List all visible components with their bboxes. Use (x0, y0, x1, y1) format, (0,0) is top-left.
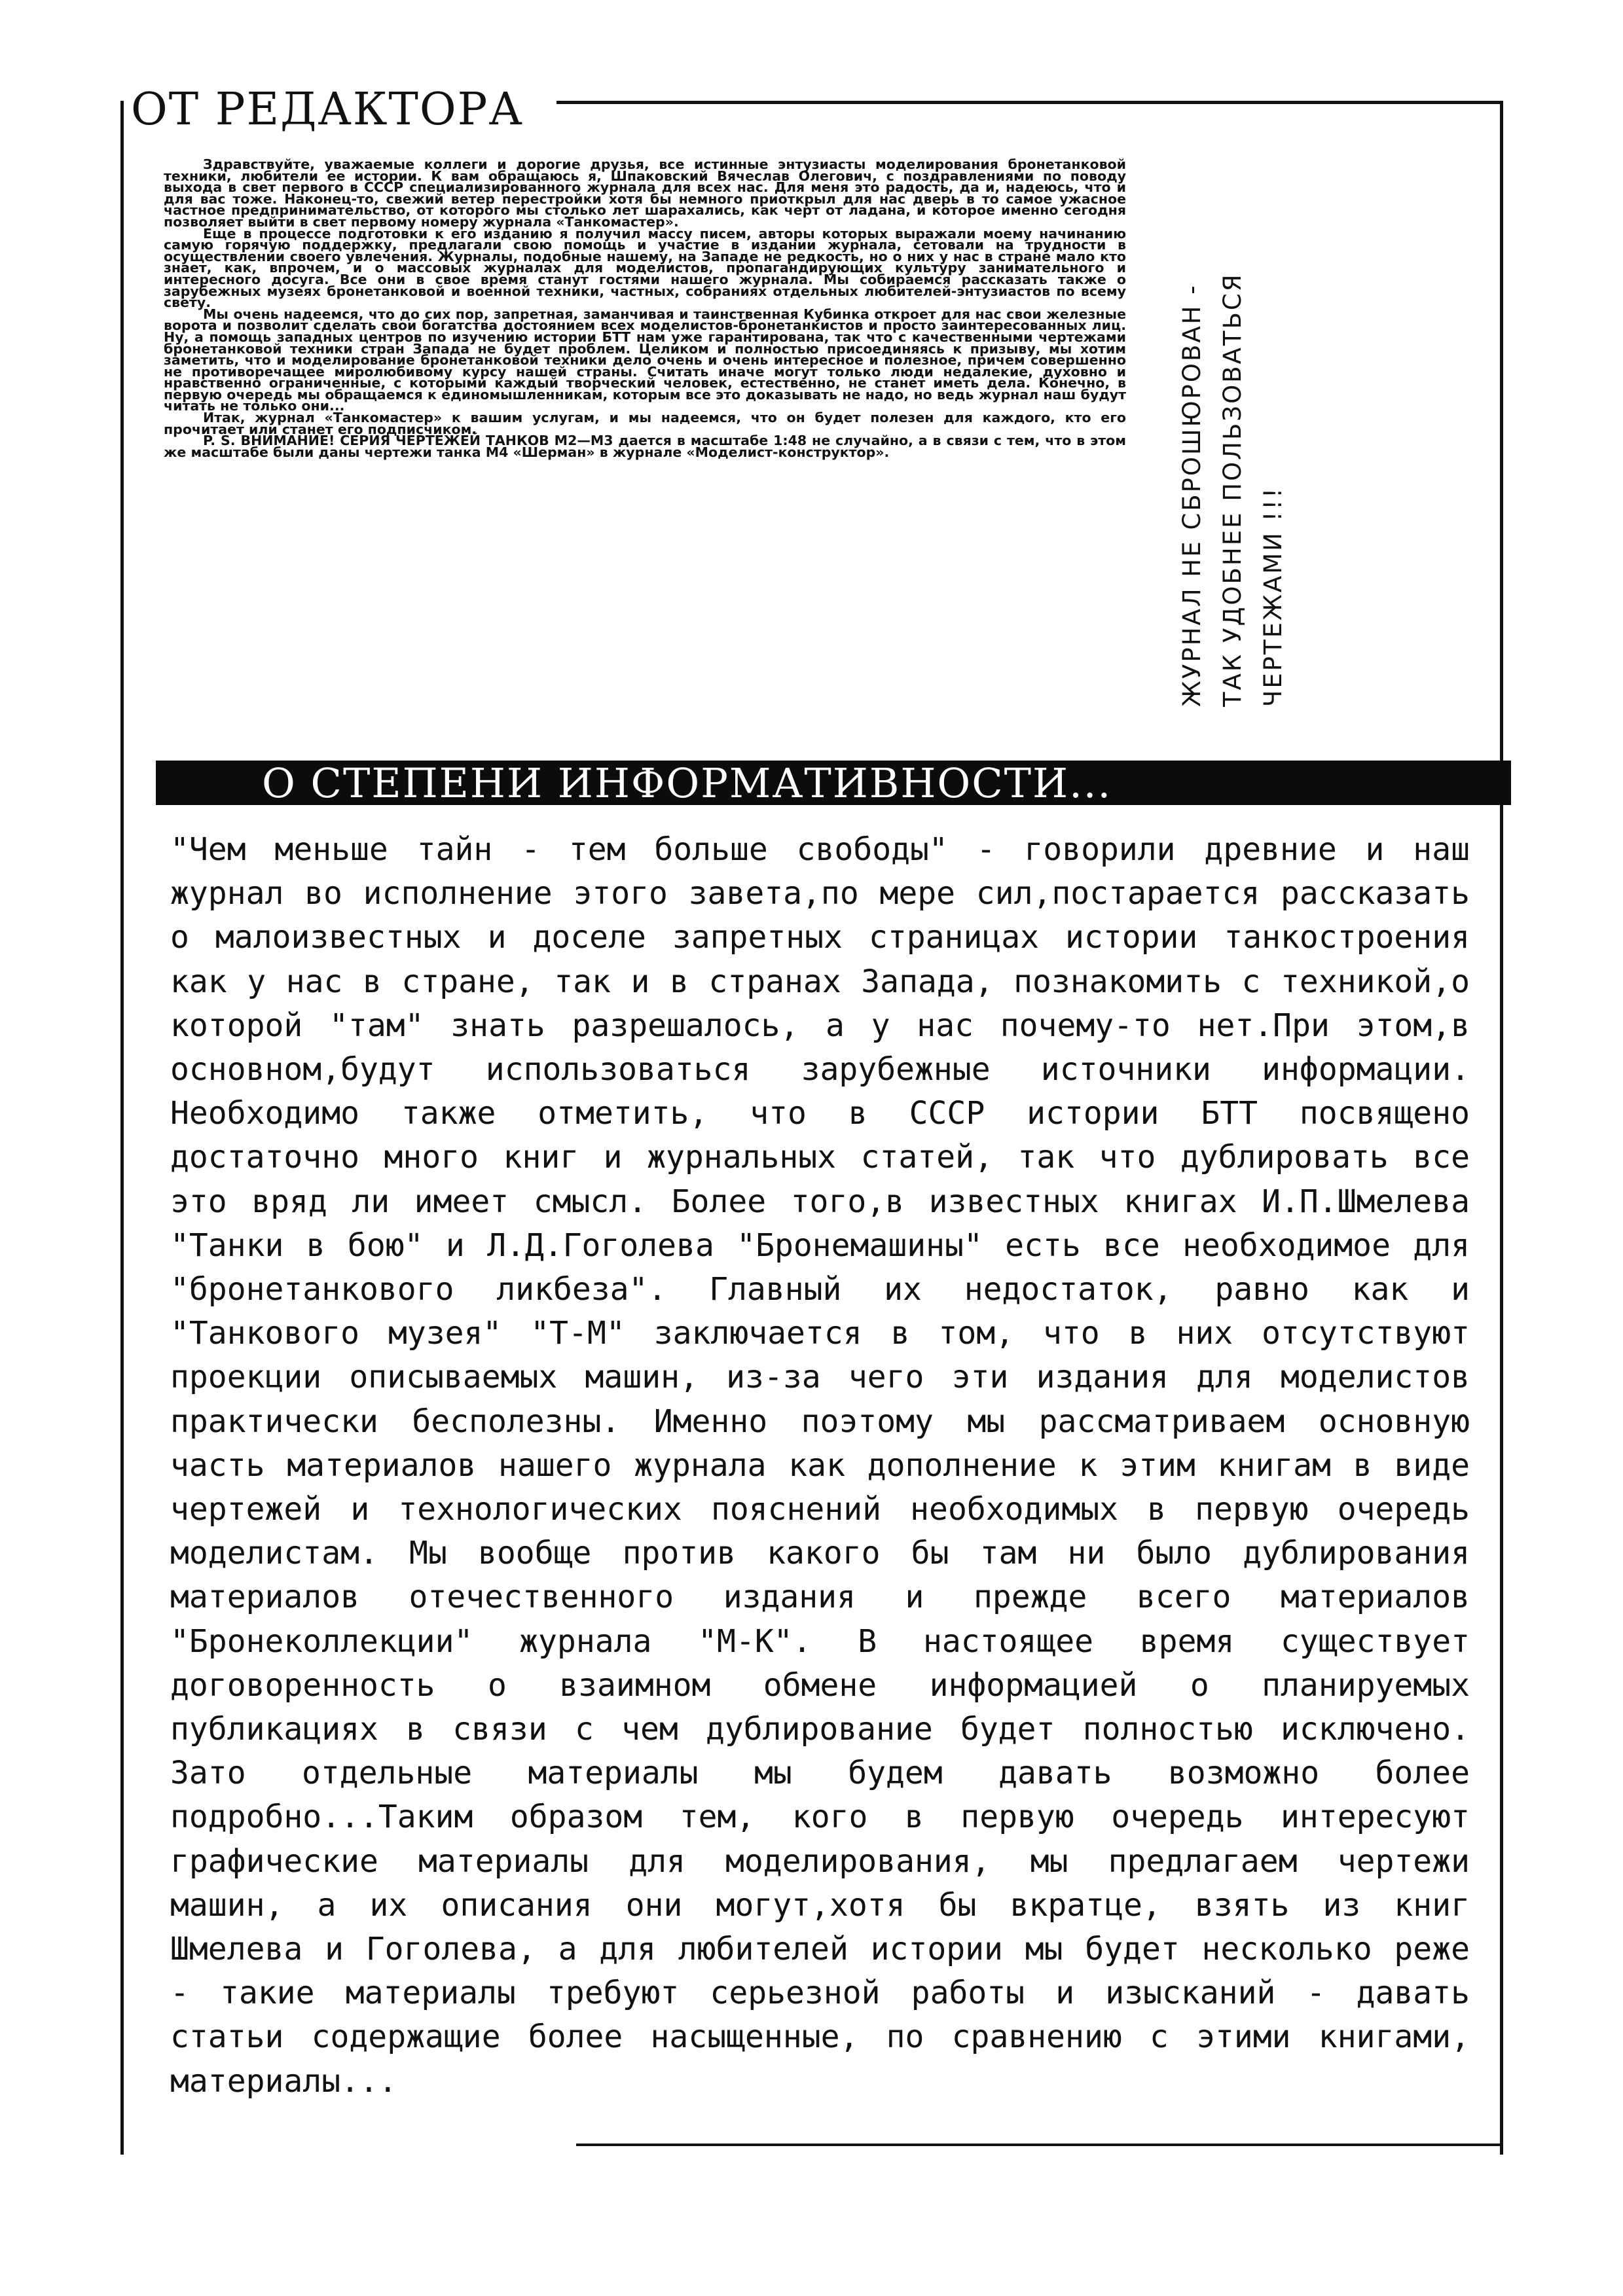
frame-left-line (120, 101, 124, 2155)
editor-paragraph: Еще в процессе подготовки к его изданию я получил массу писем, авторы которых выражали моему начинанию самую горячую поддержку, предлагали свою помощь и участие в издании журнала, сетовали на трудности в осуществлении своего увлечения. Журналы, подобные нашему, на Западе не редкость, но о них у нас в стране мало кто знает, как, впрочем, и о массовых журналах для моделистов, пропагандирующих культуру занимательного и интересного досуга. Все они в свое время станут гостями нашего журнала. Мы собираемся рассказать также о зарубежных музеях бронетанковой и военной техники, частных, собраниях отдельных любителей-энтузиастов по всему свету. (164, 225, 1126, 311)
editor-paragraph: Здравствуйте, уважаемые коллеги и дорогие друзья, все истинные энтузиасты моделирования бронетанковой техники, любители ее истории. К вам обращаюсь я, Шпаковский Вячеслав Олегович, с поздравлениями по поводу выхода в свет первого в СССР специализированного журнала для всех нас. Для меня это радость, да и, надеюсь, что и для вас тоже. Наконец-то, свежий ветер перестройки хотя бы немного приоткрыл для нас дверь в то самое ужасное частное предпринимательство, от которого мы столько лет шарахались, как черт от ладана, и которое именно сегодня позволяет выйти в свет первому номеру журнала «Танкомастер». (164, 156, 1126, 230)
editor-paragraph: Итак, журнал «Танкомастер» к вашим услугам, и мы надеемся, что он будет полезен для каждого, кто его прочитает или станет его подписчиком. (164, 410, 1126, 437)
side-note-line: ТАК УДОБНЕЕ ПОЛЬЗОВАТЬСЯ (1218, 272, 1247, 707)
side-note (1172, 164, 1294, 707)
editor-paragraph: Мы очень надеемся, что до сих пор, запретная, заманчивая и таинственная Кубинка откроет для нас свои железные ворота и позволит сделать свои богатства достоянием всех моделистов-бронетанкистов и просто заинтересованных лиц. Ну, а помощь западных центров по изучению истории БТТ нам уже гарантирована, так что с качественными чертежами бронетанковой техники стран Запада не будет проблем. Целиком и полностью присоединяясь к призыву, мы хотим заметить, что и моделирование бронетанковой техники дело очень и очень интересное и полезное, причем совершенно не противоречащее миролюбивому курсу нашей страны. Считать иначе могут только люди недалекие, духовно и нравственно ограниченные, с которыми каждый творческий человек, естественно, не станет иметь дела. Конечно, в первую очередь мы обращаемся к единомышленникам, которым все это доказывать не надо, но ведь журнал наш будут читать не только они... (164, 306, 1126, 414)
frame-right-line (1500, 101, 1503, 2155)
article-body: "Чем меньше тайн - тем больше свободы" - говорили древние и наш журнал во исполнение этого завета,по мере сил,постарается рассказать о малоизвестных и доселе запретных страницах истории танкостроения как у нас в стране, так и в странах Запада, познакомить с техникой,о которой "там" знать разрешалось, а у нас почему-то нет.При этом,в основном,будут использоваться зарубежные источники информации. Необходимо также отметить, что в СССР истории БТТ посвящено достаточно много книг и журнальных статей, так что дублировать все это вряд ли имеет смысл. Более того,в известных книгах И.П.Шмелева "Танки в бою" и Л.Д.Гоголева "Бронемашины" есть все необходимое для "бронетанкового ликбеза". Главный их недостаток, равно как и "Танкового музея" "Т-М" заключается в том, что в них отсутствуют проекции описываемых машин, из-за чего эти издания для моделистов практически бесполезны. Именно поэтому мы рассматриваем основную часть материалов нашего журнала как дополнение к этим книгам в виде чертежей и технологических пояснений необходимых в первую очередь моделистам. Мы вообще против какого бы там ни было дублирования материалов отечественного издания и прежде всего материалов "Бронеколлекции" журнала "М-К". В настоящее время существует договоренность о взаимном обмене информацией о планируемых публикациях в связи с чем дублирование будет полностью исключено. Зато отдельные материалы мы будем давать возможно более подробно...Таким образом тем, кого в первую очередь интересуют графические материалы для моделирования, мы предлагаем чертежи машин, а их описания они могут,хотя бы вкратце, взять из книг Шмелева и Гоголева, а для любителей истории мы будет несколько реже - такие материалы требуют серьезной работы и изысканий - давать статьи содержащие более насыщенные, по сравнению с этими книгами, материалы... (170, 831, 1470, 2100)
side-note-line: ЖУРНАЛ НЕ СБРОШЮРОВАН - (1178, 283, 1206, 707)
article-title-banner (156, 761, 1511, 805)
editor-title: ОТ РЕДАКТОРА (131, 84, 533, 135)
article-title: О СТЕПЕНИ ИНФОРМАТИВНОСТИ... (262, 759, 1112, 807)
side-note-line: ЧЕРТЕЖАМИ !!! (1259, 486, 1287, 707)
editor-letter (164, 156, 1126, 460)
frame-top-line (556, 101, 1503, 104)
editor-postscript: P. S. ВНИМАНИЕ! СЕРИЯ ЧЕРТЕЖЕЙ ТАНКОВ М2—М3 дается в масштабе 1:48 не случайно, а в связи с тем, что в этом же масштабе были даны чертежи танка М4 «Шерман» в журнале «Моделист-конструктор». (164, 433, 1126, 460)
closing-rule (576, 2144, 1501, 2146)
